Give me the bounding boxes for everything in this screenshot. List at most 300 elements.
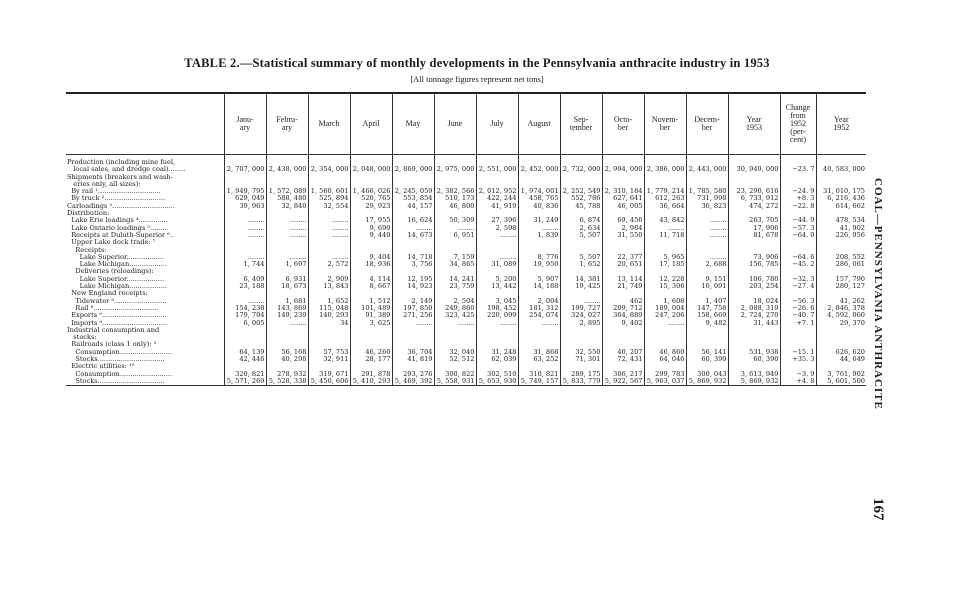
table-cell: 19, 425 [560,283,602,290]
table-cell: 1, 466, 026 [350,188,392,195]
table-cell: 2, 732, 000 [560,166,602,173]
table-cell: 6, 005 [224,320,266,327]
table-cell: 2, 354, 000 [308,166,350,173]
table-cell: 280, 127 [816,283,866,290]
table-row [66,341,866,348]
table-cell: 2, 252, 549 [560,188,602,195]
table-cell: ........ [224,217,266,224]
table-cell [224,210,266,217]
row-label: Receipts at Duluth-Superior ⁶.. [67,231,175,239]
table-cell: 2, 598 [476,225,518,232]
table-cell: −23. 7 [780,166,816,173]
row-label: Lake Michigan.................. [67,261,167,269]
table-body [66,155,866,386]
row-label: Electric utilities: ¹⁰ [67,363,135,371]
table-cell [780,334,816,341]
table-cell [308,174,350,181]
row-label: By truck ²............................. [67,195,166,203]
table-cell: 17, 955 [350,217,392,224]
table-cell [560,327,602,334]
table-row [66,349,866,356]
table-cell [560,268,602,275]
table-cell: 2, 245, 059 [392,188,434,195]
table-cell [392,334,434,341]
table-row [66,166,866,173]
table-cell: −32. 3 [780,276,816,283]
table-cell: 510, 173 [434,195,476,202]
table-cell [434,334,476,341]
table-row [66,378,866,386]
row-label: Carloadings ³.............................. [67,202,175,210]
table-cell: 41, 902 [816,225,866,232]
table-cell [224,334,266,341]
table-cell [476,363,518,370]
row-label: Upper Lake dock trade: ⁷ [67,239,156,247]
table-cell [644,247,686,254]
table-cell: 20, 651 [602,261,644,268]
table-cell: 5, 200 [476,276,518,283]
table-cell: 199, 727 [560,305,602,312]
table-cell [266,363,308,370]
table-cell: 16, 624 [392,217,434,224]
table-cell [224,247,266,254]
table-row [66,203,866,210]
table-cell: 6, 874 [560,217,602,224]
row-label: Receipts: [67,246,107,254]
table-row [66,363,866,370]
table-cell: 319, 671 [308,371,350,378]
table-cell: 69, 456 [602,217,644,224]
row-label: eries only, all sizes): [67,180,141,188]
table-cell: 1, 785, 580 [686,188,728,195]
table-cell: 64, 139 [224,349,266,356]
row-label: Lake Ontario loadings ⁵......... [67,224,169,232]
column-header: May [392,93,434,155]
table-cell: 14, 673 [392,232,434,239]
table-cell: 9, 440 [350,232,392,239]
table-cell: 286, 061 [816,261,866,268]
table-cell [644,174,686,181]
table-cell: 31, 249 [518,217,560,224]
table-cell [602,327,644,334]
table-cell: 208, 552 [816,254,866,261]
table-cell: 41, 262 [816,298,866,305]
table-cell: 179, 704 [224,312,266,319]
table-cell: 14, 241 [434,276,476,283]
table-cell: 2, 688 [686,261,728,268]
table-row [66,261,866,268]
table-cell: 16, 091 [686,283,728,290]
table-cell [602,155,644,167]
row-label: Consumption......................... [67,370,173,378]
table-cell: 17, 185 [644,261,686,268]
table-cell [224,181,266,188]
table-cell: 629, 049 [224,195,266,202]
table-cell: 2, 382, 566 [434,188,476,195]
table-row [66,290,866,297]
table-cell: 156, 785 [728,261,780,268]
table-cell [728,174,780,181]
table-cell [644,239,686,246]
table-cell: 5, 450, 606 [308,378,350,386]
table-cell: 31, 248 [476,349,518,356]
table-cell: 32, 911 [308,356,350,363]
table-cell [686,155,728,167]
table-cell: 31, 443 [728,320,780,327]
row-label: Lake Superior.................. [67,253,165,261]
table-cell: 1, 744 [224,261,266,268]
row-label: Stocks................................ [67,377,165,385]
table-cell: ........ [308,217,350,224]
table-row [66,305,866,312]
table-cell: 181, 312 [518,305,560,312]
table-cell [728,341,780,348]
table-cell [602,334,644,341]
table-row [66,276,866,283]
table-cell: 1, 572, 089 [266,188,308,195]
table-cell: 72, 431 [602,356,644,363]
table-cell [780,268,816,275]
table-cell [392,174,434,181]
table-cell [392,239,434,246]
table-cell: ........ [644,225,686,232]
column-header: Janu- ary [224,93,266,155]
table-cell [266,341,308,348]
table-cell: 71, 301 [560,356,602,363]
table-cell: 73, 906 [728,254,780,261]
table-cell: 1, 512 [350,298,392,305]
table-cell [350,327,392,334]
table-row [66,268,866,275]
table-cell [602,210,644,217]
table-cell: 1, 839 [518,232,560,239]
row-label: Industrial consumption and [67,326,160,334]
table-subtitle: [All tonnage figures represent net tons] [410,74,544,84]
table-cell: ........ [686,217,728,224]
column-header: July [476,93,518,155]
table-cell: ........ [224,225,266,232]
table-cell: 5, 410, 293 [350,378,392,386]
table-row [66,247,866,254]
table-cell [602,363,644,370]
table-cell: 32, 840 [266,203,308,210]
table-cell: 5, 571, 269 [224,378,266,386]
table-cell [686,290,728,297]
table-cell: +4. 8 [780,378,816,386]
table-cell: 1, 779, 214 [644,188,686,195]
table-cell [728,268,780,275]
table-cell [816,181,866,188]
table-cell: 44, 649 [816,356,866,363]
table-row [66,320,866,327]
table-cell: 2, 504 [434,298,476,305]
table-cell: 36, 664 [644,203,686,210]
table-cell [780,174,816,181]
table-cell: −44. 9 [780,217,816,224]
table-cell: 13, 843 [308,283,350,290]
table-cell: ........ [560,298,602,305]
table-cell [728,363,780,370]
table-cell: 32, 554 [308,203,350,210]
running-title: COAL—PENNSYLVANIA ANTHRACITE [872,178,884,410]
table-cell: 2, 994, 000 [602,166,644,173]
table-cell: 56, 141 [686,349,728,356]
table-cell: 2, 452, 000 [518,166,560,173]
table-cell: 306, 217 [602,371,644,378]
table-cell [476,210,518,217]
table-cell: ........ [266,320,308,327]
table-cell: ........ [686,225,728,232]
table-cell: 29, 923 [350,203,392,210]
table-cell: 5, 528, 338 [266,378,308,386]
table-cell [434,341,476,348]
table-row [66,217,866,224]
row-label: local sales, and dredge coal)........ [67,166,186,174]
table-cell: 34 [308,320,350,327]
table-cell [518,327,560,334]
table-cell [780,290,816,297]
table-cell: 9, 482 [686,320,728,327]
table-cell [266,334,308,341]
table-cell: 299, 783 [644,371,686,378]
table-cell [518,363,560,370]
column-header: Year 1953 [728,93,780,155]
table-cell: −22. 8 [780,203,816,210]
table-cell: 3, 625 [350,320,392,327]
table-cell: 1, 652 [308,298,350,305]
statistics-table [66,92,866,386]
table-cell [224,327,266,334]
table-cell [476,290,518,297]
row-label: Production (including mine fuel, [67,158,176,166]
table-cell: 4, 114 [350,276,392,283]
table-cell: 612, 263 [644,195,686,202]
table-cell: −64. 6 [780,254,816,261]
table-cell: 209, 712 [602,305,644,312]
table-cell [224,239,266,246]
table-cell [686,210,728,217]
table-cell [644,334,686,341]
table-cell: ........ [308,232,350,239]
table-cell: 2, 443, 000 [686,166,728,173]
table-cell: 203, 254 [728,283,780,290]
table-cell [686,181,728,188]
table-cell: 52, 512 [434,356,476,363]
table-cell [476,174,518,181]
table-cell: +8. 3 [780,195,816,202]
table-cell: 32, 550 [560,349,602,356]
table-cell: 23, 290, 616 [728,188,780,195]
table-cell: 36, 823 [686,203,728,210]
table-cell [602,174,644,181]
table-cell: 291, 878 [350,371,392,378]
statistics-table-container [66,92,866,386]
table-cell [816,155,866,167]
table-cell: 458, 765 [518,195,560,202]
table-cell: 2, 438, 000 [266,166,308,173]
table-cell: 8, 776 [518,254,560,261]
table-cell [644,268,686,275]
table-cell: 1, 949, 795 [224,188,266,195]
table-cell: 300, 822 [434,371,476,378]
table-cell [266,174,308,181]
row-label: Lake Superior.................. [67,275,165,283]
table-cell [392,268,434,275]
table-cell [392,363,434,370]
table-cell [602,341,644,348]
table-cell [476,239,518,246]
table-row [66,195,866,202]
table-cell: −64. 0 [780,232,816,239]
table-cell: 1, 608 [644,298,686,305]
table-cell: 263, 705 [728,217,780,224]
table-cell [728,327,780,334]
table-cell: 11, 718 [644,232,686,239]
table-cell: ........ [434,320,476,327]
table-cell: 5, 869, 932 [728,378,780,386]
table-cell [560,334,602,341]
table-cell: 300, 043 [686,371,728,378]
table-cell [602,290,644,297]
table-cell: 46, 800 [434,203,476,210]
table-cell [434,181,476,188]
table-cell [728,239,780,246]
table-cell: 324, 027 [560,312,602,319]
table-cell: 1, 560, 601 [308,188,350,195]
table-cell: 2, 869, 000 [392,166,434,173]
table-cell: 157, 790 [816,276,866,283]
table-cell [518,247,560,254]
table-cell: 2, 707, 000 [224,166,266,173]
table-cell [780,239,816,246]
table-cell: 520, 765 [350,195,392,202]
page-number: 167 [870,498,886,521]
table-cell: ........ [518,320,560,327]
table-cell: 60, 390 [728,356,780,363]
table-cell: 147, 758 [686,305,728,312]
table-cell: 5, 749, 157 [518,378,560,386]
table-cell [350,334,392,341]
table-cell: 588, 480 [266,195,308,202]
table-cell [686,363,728,370]
table-cell: 3, 613, 949 [728,371,780,378]
table-cell [686,268,728,275]
table-cell [392,341,434,348]
table-cell [434,290,476,297]
table-cell [476,247,518,254]
table-cell [816,341,866,348]
table-cell [392,290,434,297]
table-cell: 2, 048, 000 [350,166,392,173]
table-cell: 56, 168 [266,349,308,356]
table-cell: 197, 850 [392,305,434,312]
table-cell: 2, 088, 319 [728,305,780,312]
row-label: Shipments (breakers and wash- [67,173,173,181]
table-cell: 14, 381 [560,276,602,283]
table-cell [266,327,308,334]
table-cell: 6, 409 [224,276,266,283]
table-cell: ........ [476,254,518,261]
table-cell [644,181,686,188]
table-cell [224,155,266,167]
table-cell: 1, 974, 001 [518,188,560,195]
table-cell [518,181,560,188]
table-cell: 462 [602,298,644,305]
header-row [66,93,866,155]
table-cell: −56. 3 [780,298,816,305]
row-label: Imports ⁹............................... [67,319,168,327]
table-row [66,181,866,188]
column-header: March [308,93,350,155]
table-cell: 9, 151 [686,276,728,283]
table-cell: 40, 836 [518,203,560,210]
table-cell: 220, 099 [476,312,518,319]
table-cell: ........ [224,232,266,239]
table-cell: 29, 370 [816,320,866,327]
table-cell: −27. 4 [780,283,816,290]
table-cell: 310, 821 [518,371,560,378]
table-row [66,312,866,319]
table-cell: 39, 963 [224,203,266,210]
row-label: New England receipts: [67,290,148,298]
row-label: Lake Erie loadings ⁴.............. [67,217,168,225]
column-header: August [518,93,560,155]
table-cell [518,155,560,167]
table-cell [434,155,476,167]
table-cell [780,181,816,188]
table-cell: −57. 3 [780,225,816,232]
table-cell [518,268,560,275]
table-cell [686,334,728,341]
table-cell: 46, 860 [644,349,686,356]
table-cell: 8, 667 [350,283,392,290]
table-cell [476,327,518,334]
table-cell [266,155,308,167]
table-cell: 23, 188 [224,283,266,290]
table-cell [602,181,644,188]
table-cell: ........ [308,225,350,232]
table-cell [780,155,816,167]
table-cell [434,363,476,370]
table-cell [224,290,266,297]
table-cell: 18, 936 [350,261,392,268]
row-label: stocks: [67,334,97,342]
table-row [66,188,866,195]
row-label: Consumption......................... [67,348,173,356]
table-cell: 3, 045 [476,298,518,305]
table-cell: 2, 310, 184 [602,188,644,195]
table-title: TABLE 2.—Statistical summary of monthly developments in the Pennsylvania anthracite industry in 1953 [184,56,770,70]
table-cell: 2, 975, 000 [434,166,476,173]
table-cell: −26. 6 [780,305,816,312]
table-cell [560,174,602,181]
table-cell: +7. 1 [780,320,816,327]
table-cell [780,363,816,370]
table-cell: 3, 756 [392,261,434,268]
table-cell [308,155,350,167]
table-cell [816,327,866,334]
table-cell: 2, 895 [560,320,602,327]
table-cell [350,341,392,348]
table-cell: 2, 004 [518,298,560,305]
table-cell [816,290,866,297]
table-cell: +35. 3 [780,356,816,363]
table-cell: 63, 252 [518,356,560,363]
table-cell: 31, 550 [602,232,644,239]
table-row [66,254,866,261]
table-cell [350,210,392,217]
table-cell: 1, 697 [266,261,308,268]
